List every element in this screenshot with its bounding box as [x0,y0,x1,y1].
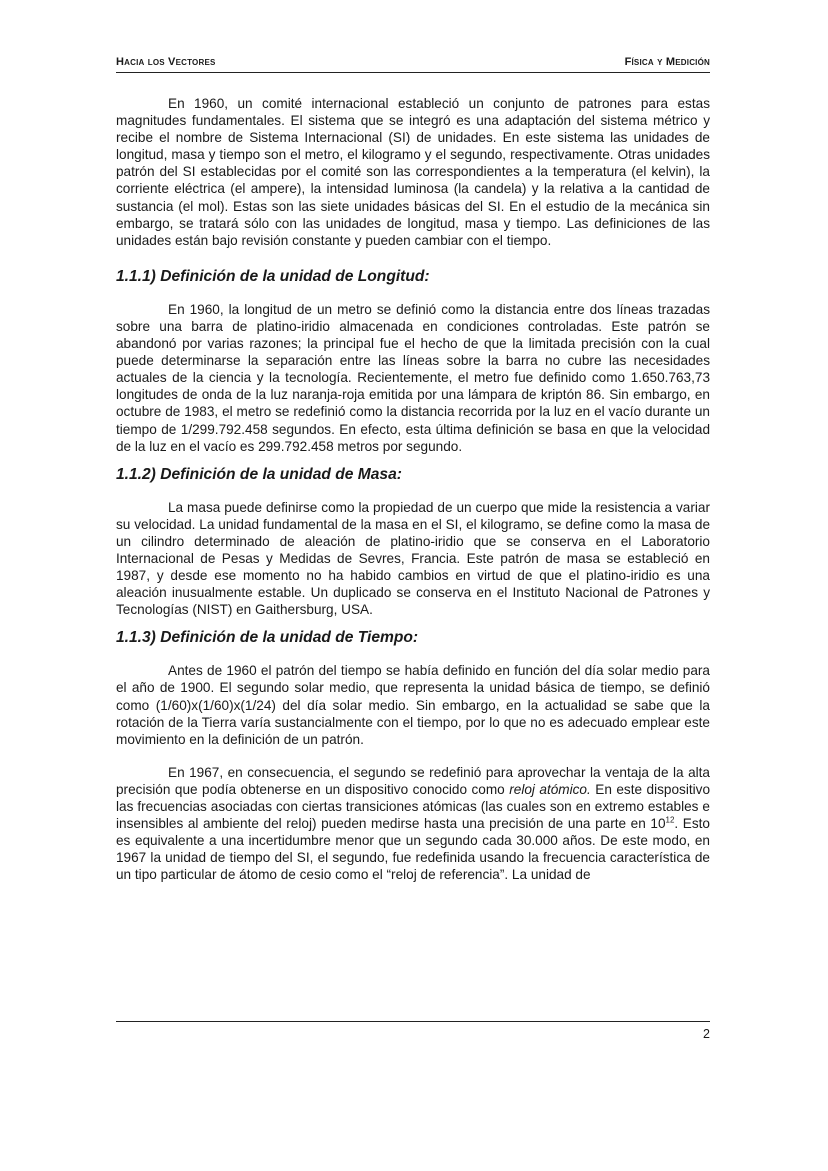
page-header [116,56,710,73]
intro-paragraph: En 1960, un comité internacional estableció un conjunto de patrones para estas magnitudes fundamentales. El sistema que se integró es una adaptación del sistema métrico y recibe el nombre de Sistema Internacional (SI) de unidades. En este sistema las unidades de longitud, masa y tiempo son el metro, el kilogramo y el segundo, respectivamente. Otras unidades patrón del SI establecidas por el comité son las correspondientes a la temperatura (el kelvin), la corriente eléctrica (el ampere), la intensidad luminosa (la candela) y la relativa a la cantidad de sustancia (el mol). Estas son las siete unidades básicas del SI. En el estudio de la mecánica sin embargo, se tratará sólo con las unidades de longitud, masa y tiempo. Las definiciones de las unidades están bajo revisión constante y pueden cambiar con el tiempo. [116,96,710,248]
section-heading-masa: 1.1.2) Definición de la unidad de Masa: [116,465,402,483]
reloj-atomico-term: reloj atómico. [509,781,591,797]
section-heading-tiempo: 1.1.3) Definición de la unidad de Tiempo: [116,629,419,647]
page-number: 2 [703,1027,710,1041]
exponent-12: 12 [665,815,675,825]
footer-divider [116,1021,710,1022]
tiempo-paragraph-2 [116,764,710,884]
tiempo-p2-part-a: En 1967, en consecuencia, el segundo se redefinió para aprovechar la ventaja de la alta precisión que podía obtenerse en un dispositivo conocido como [116,764,710,797]
tiempo-paragraph-1: Antes de 1960 el patrón del tiempo se había definido en función del día solar medio para el año de 1900. El segundo solar medio, que representa la unidad básica de tiempo, se definió como (1/60)x(1/60)x(1/24) del día solar medio. Sin embargo, en la actualidad se sabe que la rotación de la Tierra varía sustancialmente con el tiempo, por lo que no es adecuado emplear este movimiento en la definición de un patrón. [116,663,710,747]
page-body [116,95,710,883]
tiempo-p2-part-c: . Esto es equivalente a una incertidumbre menor que un segundo cada 30.000 años. De este modo, en 1967 la unidad de tiempo del SI, el segundo, fue redefinida usando la frecuencia característica de un tipo particular de átomo de cesio como el “reloj de referencia”. La unidad de [116,816,710,883]
tiempo-p2-part-b: En este dispositivo las frecuencias asociadas con ciertas transiciones atómicas (las cuales son en extremo estables e insensibles al ambiente del reloj) pueden medirse hasta una precisión de una parte en 10 [116,781,711,832]
header-book-title: Hacia los Vectores [116,56,216,68]
masa-paragraph: La masa puede definirse como la propiedad de un cuerpo que mide la resistencia a variar su velocidad. La unidad fundamental de la masa en el SI, el kilogramo, se define como la masa de un cilindro determinado de aleación de platino-iridio que se conserva en el Laboratorio Internacional de Pesas y Medidas de Sevres, Francia. Este patrón de masa se estableció en 1987, y desde ese momento no ha habido cambios en virtud de que el platino-iridio es una aleación inusualmente estable. Un duplicado se conserva en el Instituto Nacional de Patrones y Tecnologías (NIST) en Gaithersburg, USA. [116,499,710,618]
header-chapter-title: Física y Medición [624,56,710,68]
section-heading-longitud: 1.1.1) Definición de la unidad de Longitud: [116,267,430,285]
longitud-paragraph: En 1960, la longitud de un metro se definió como la distancia entre dos líneas trazadas sobre una barra de platino-iridio almacenada en condiciones controladas. Este patrón se abandonó por varias razones; la principal fue el hecho de que la limitada precisión con la cual puede determinarse la separación entre las líneas sobre la barra no cubre las necesidades actuales de la ciencia y la tecnología. Recientemente, el metro fue definido como 1.650.763,73 longitudes de onda de la luz naranja-roja emitida por una lámpara de kriptón 86. Sin embargo, en octubre de 1983, el metro se redefinió como la distancia recorrida por la luz en el vacío durante un tiempo de 1/299.792.458 segundos. En efecto, esta última definición se basa en que la velocidad de la luz en el vacío es 299.792.458 metros por segundo. [116,301,710,454]
